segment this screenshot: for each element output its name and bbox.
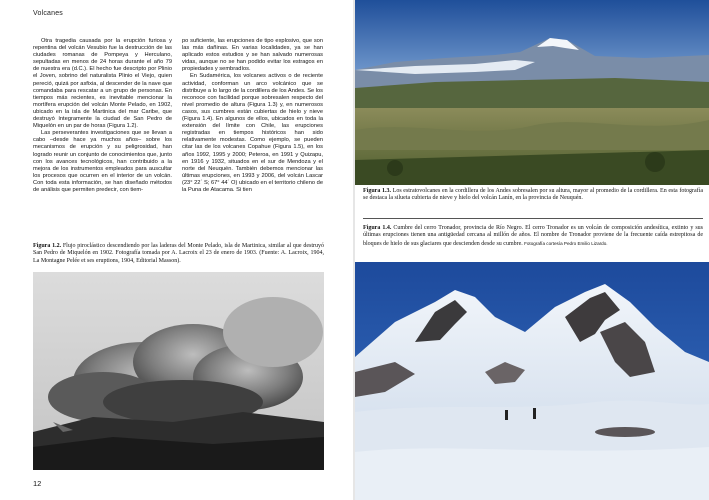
text-column-2 [182,38,323,194]
paragraph: Otra tragedia causada por la erupción furiosa y repentina del volcán Vesubio fue la destrucción de las ciudades romanas de Pompeya y Herculano, sepultadas en menos de 24 horas durante el año 79 de nuestra era (d.C.). El hecho fue descripto por Plinio el Joven, sobrino del naturalista Plinio el Viejo, quien pereció, quizá por asfixia, al descender de la nave que comandaba para rescatar a un grupo de personas. En tiempos más recientes, es inevitable mencionar la mortífera erupción del volcán Monte Pelado, en 1902, ubicado en la isla de Martinica del mar Caribe, que destruyó íntegramente la ciudad de San Pedro de Miquelón en un par de horas (Figura 1.2). [33,38,172,130]
tronador-summit-image [355,262,709,500]
running-head: Volcanes [33,10,64,17]
figure-label: Figura 1.4. [363,225,392,231]
caption-rule [363,218,703,219]
paragraph: Las perseverantes investigaciones que se llevan a cabo –desde hace ya muchos años– sobre los mecanismos de erupción y su peligrosidad, han logrado reunir un conjunto de conocimientos que, junto con los avances tecnológicos, han contribuido a la mejora de los instrumentos empleados para auscultar los procesos que ocurren en el interior de un volcán. Con toda esta información, se han diseñado métodos de análisis que permiten predecir, con tiem- [33,130,172,193]
paragraph: En Sudamérica, los volcanes activos o de reciente actividad, conforman un arco volcánico que se distribuye a lo largo de la cordillera de los Andes. Se los reconoce con facilidad porque sobresalen respecto del nivel promedio de altura (Figura 1.3) y, en numerosos casos, sus cumbres están cubiertas de hielo y nieve (Figura 1.4). En algunos de ellos, ubicados en toda la extensión del límite con Chile, las erupciones registradas en tiempos históricos han sido relativamente modestas. Como ejemplo, se pueden citar las de los volcanes Copahue (Figura 1.5), en los años 1992, 1995 y 2000; Peteroa, en 1991 y Quizapu, en 1916 y 1932, situados en el sur de Mendoza y el norte del Neuquén. También debemos mencionar las últimas erupciones, en 1993 y 2006, del volcán Lascar (23° 22´ S; 67° 44´ O) ubicado en el territorio chileno de la Puna de Atacama. Si tien [182,73,324,193]
figure-1-2-caption [33,243,324,265]
paragraph: po suficiente, las erupciones de tipo explosivo, que son las más dañinas. En varias localidades, ya se han aplicado estos estudios y se han salvado numerosas vidas, aunque no se han podido evitar los estragos en propiedades y sembradíos. [182,38,323,73]
figure-label: Figura 1.3. [363,188,391,194]
figure-1-2-photo [33,272,324,470]
figure-1-3-caption [363,188,703,203]
caption-text: Cumbre del cerro Tronador, provincia de Río Negro. El cerro Tronador es un volcán de composición andesítica, extinto y sus últimas erupciones tienen una antigüedad cercana al millón de años. El nombre de Tronador proviene de la frecuente caída estrepitosa de bloques de hielo de sus glaciares que descienden desde su cumbre. [363,225,703,247]
figure-1-4-caption [363,225,703,248]
page-number: 12 [33,479,42,488]
text-column-1 [33,38,172,194]
figure-1-4-photo [355,262,709,500]
caption-text: Flujo piroclástico descendiendo por las laderas del Monte Pelado, isla de Martinica, similar al que destruyó San Pedro de Miquelón en 1902. Fotografía tomada por A. Lacroix el 23 de enero de 1903. (Fuente: A. Lacroix, 1904, La Montagne Pelée et ses eruptions, 1904, Editorial Masson). [33,243,324,264]
right-page [355,0,709,500]
lanin-volcano-image [355,0,709,185]
caption-text: Los estratovolcanes en la cordillera de los Andes sobresalen por su altura, mayor al promedio de la cordillera. En esta fotografía se destaca la silueta cubierta de nieve y hielo del volcán Lanín, en la provincia de Neuquén. [363,188,703,202]
photo-credit: Fotografía cortesía Pedro Emilio Lizardo. [522,240,608,246]
pyroclastic-flow-image [33,272,324,470]
left-page [0,0,354,500]
figure-label: Figura 1.2. [33,243,62,249]
figure-1-3-photo [355,0,709,185]
